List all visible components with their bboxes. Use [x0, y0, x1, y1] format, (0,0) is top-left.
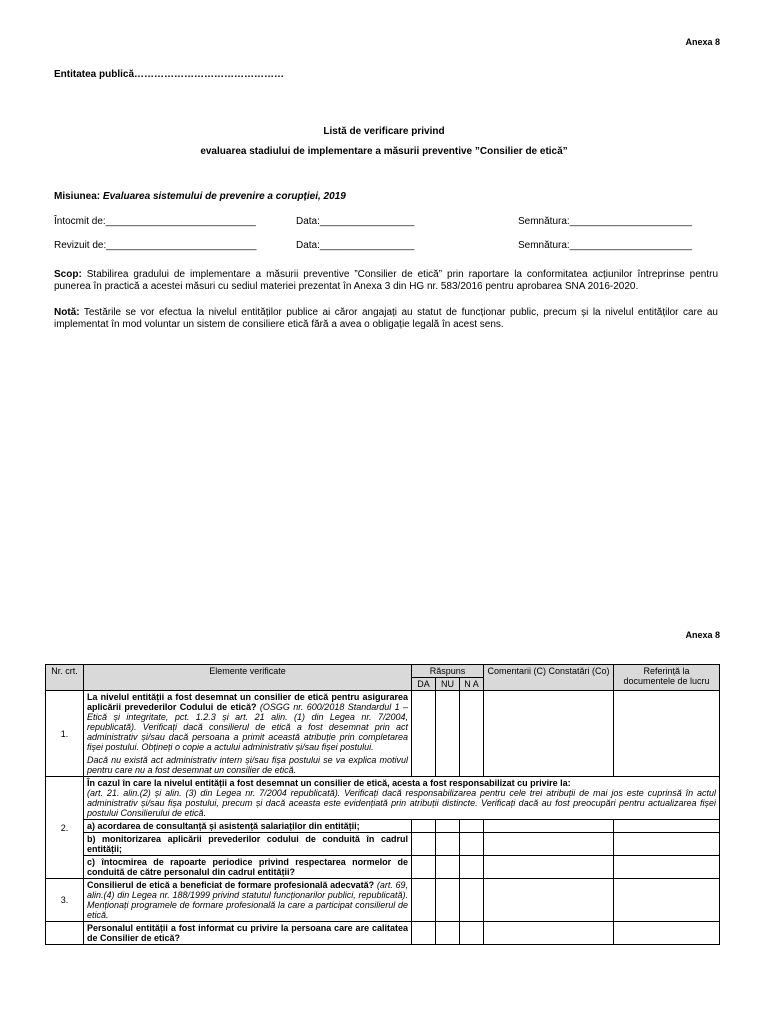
question-note: (art. 69, alin.(4) din Legea nr. 188/1999 privind statutul funcționarilor publici, republicată). Menționați programele de formare profesională la care a participat consilierul de etică. — [87, 880, 408, 920]
row-question — [84, 922, 412, 945]
subitem-c — [84, 856, 412, 879]
question-bold: Personalul entității a fost informat cu privire la persoana care are calitatea de Consilier de etică? — [87, 923, 408, 943]
answer-nu-cell[interactable] — [436, 820, 460, 833]
header-comments: Comentarii (C) Constatări (Co) — [484, 665, 614, 691]
annex-label-2: Anexa 8 — [685, 630, 720, 640]
scope-paragraph — [54, 269, 718, 293]
annex-label: Anexa 8 — [685, 37, 720, 47]
comments-cell[interactable] — [484, 691, 614, 777]
checklist-table — [45, 664, 720, 945]
comments-cell[interactable] — [484, 820, 614, 833]
document-title: Listă de verificare privind — [323, 126, 445, 137]
mission-label: Misiunea: — [54, 191, 101, 202]
mission-line — [54, 191, 346, 202]
note-label: Notă: — [54, 307, 80, 318]
answer-da-cell[interactable] — [412, 879, 436, 922]
prepared-signature: Semnătura:______________________ — [518, 216, 693, 227]
table-row — [46, 833, 720, 856]
subitem-a — [84, 820, 412, 833]
subitem-b — [84, 833, 412, 856]
document-subtitle: evaluarea stadiului de implementare a măsurii preventive ”Consilier de etică” — [200, 146, 568, 157]
question-note: (art. 21. alin.(2) și alin. (3) din Legea nr. 7/2004 republicată). Verificați dacă responsabilizarea pentru cele trei atribuții de mai jos este cuprinsă în actul administrativ și/sau fișa postului, precum și dacă aceasta este evidențiată prin atribuții distincte. Verificați dacă au fost preocupări pentru actualizarea fișei postului Consilierului de etică. — [87, 788, 717, 818]
row-question — [84, 777, 720, 820]
prepared-by: Întocmit de:___________________________ — [54, 216, 256, 227]
answer-da-cell[interactable] — [412, 922, 436, 945]
reference-cell[interactable] — [614, 879, 720, 922]
public-entity-line: Entitatea publică……………………………………… — [54, 69, 285, 80]
question-note: (OSGG nr. 600/2018 Standardul 1 – Etică și integritate, pct. 1.2.3 și art. 21 alin. (1) din Legea nr. 7/2004, republicată). Verificați dacă consilierul de etică a fost desemnat prin act administrativ și/sau dacă persoana a primit această atribuție prin completarea fișei postului. Obțineți o copie a actului administrativ și/sau fișei postului. — [87, 702, 408, 752]
header-nr: Nr. crt. — [46, 665, 84, 691]
header-elements: Elemente verificate — [84, 665, 412, 691]
reviewed-by: Revizuit de:___________________________ — [54, 240, 257, 251]
answer-na-cell[interactable] — [460, 820, 484, 833]
header-da: DA — [412, 678, 436, 691]
question-bold: La nivelul entității a fost desemnat un consilier de etică pentru asigurarea aplicării prevederilor Codului de etică? — [87, 692, 408, 712]
answer-nu-cell[interactable] — [436, 879, 460, 922]
comments-cell[interactable] — [484, 856, 614, 879]
answer-nu-cell[interactable] — [436, 856, 460, 879]
comments-cell[interactable] — [484, 879, 614, 922]
scope-label: Scop: — [54, 269, 82, 280]
comments-cell[interactable] — [484, 833, 614, 856]
subitem-c-text: c) întocmirea de rapoarte periodice privind respectarea normelor de conduită de către personalul din cadrul entității? — [87, 857, 408, 877]
answer-da-cell[interactable] — [412, 691, 436, 777]
header-na: N A — [460, 678, 484, 691]
table-row — [46, 922, 720, 945]
question-note-2: Dacă nu există act administrativ intern și/sau fișa postului se va explica motivul pentru care nu a fost desemnat un consilier de etică. — [87, 755, 408, 775]
mission-value: Evaluarea sistemului de prevenire a corupției, 2019 — [102, 191, 346, 202]
answer-nu-cell[interactable] — [436, 922, 460, 945]
reference-cell[interactable] — [614, 820, 720, 833]
row-number: 1. — [46, 691, 84, 777]
header-response: Răspuns — [412, 665, 484, 678]
prepared-date: Data:_________________ — [296, 216, 415, 227]
table-row — [46, 777, 720, 820]
note-text: Testările se vor efectua la nivelul entităților publice ai căror angajați au statut de funcționar public, precum și la nivelul entităților care au implementat în mod voluntar un sistem de consiliere etică fără a avea o obligație legală în acest sens. — [54, 307, 718, 330]
reference-cell[interactable] — [614, 833, 720, 856]
answer-da-cell[interactable] — [412, 856, 436, 879]
row-number: 3. — [46, 879, 84, 922]
row-number: 2. — [46, 777, 84, 879]
answer-na-cell[interactable] — [460, 691, 484, 777]
row-question — [84, 691, 412, 777]
scope-text: Stabilirea gradului de implementare a măsurii preventive ”Consilier de etică” prin raportare la conformitatea acțiunilor întreprinse pentru punerea în practică a acestei măsuri cu sediul materiei prezentat în Anexa 3 din HG nr. 583/2016 pentru aprobarea SNA 2016-2020. — [54, 269, 719, 292]
reference-cell[interactable] — [614, 856, 720, 879]
answer-nu-cell[interactable] — [436, 691, 460, 777]
table-row — [46, 856, 720, 879]
table-row — [46, 879, 720, 922]
answer-na-cell[interactable] — [460, 856, 484, 879]
header-nu: NU — [436, 678, 460, 691]
answer-na-cell[interactable] — [460, 879, 484, 922]
answer-da-cell[interactable] — [412, 833, 436, 856]
table-row — [46, 820, 720, 833]
reviewed-signature: Semnătura:______________________ — [518, 240, 693, 251]
answer-da-cell[interactable] — [412, 820, 436, 833]
question-bold: În cazul în care la nivelul entității a fost desemnat un consilier de etică, acesta a fost responsabilizat cu privire la: — [87, 778, 571, 788]
comments-cell[interactable] — [484, 922, 614, 945]
subitem-b-text: b) monitorizarea aplicării prevederilor codului de conduită în cadrul entității; — [87, 834, 408, 854]
subitem-a-text: a) acordarea de consultanță și asistență salariaților din entității; — [87, 821, 360, 831]
header-reference: Referință la documentele de lucru — [614, 665, 720, 691]
row-number — [46, 922, 84, 945]
row-question — [84, 879, 412, 922]
reviewed-date: Data:_________________ — [296, 240, 415, 251]
table-row — [46, 691, 720, 777]
answer-nu-cell[interactable] — [436, 833, 460, 856]
question-bold: Consilierul de etică a beneficiat de formare profesională adecvată? — [87, 880, 375, 890]
reference-cell[interactable] — [614, 922, 720, 945]
answer-na-cell[interactable] — [460, 922, 484, 945]
answer-na-cell[interactable] — [460, 833, 484, 856]
reference-cell[interactable] — [614, 691, 720, 777]
note-paragraph — [54, 307, 718, 331]
